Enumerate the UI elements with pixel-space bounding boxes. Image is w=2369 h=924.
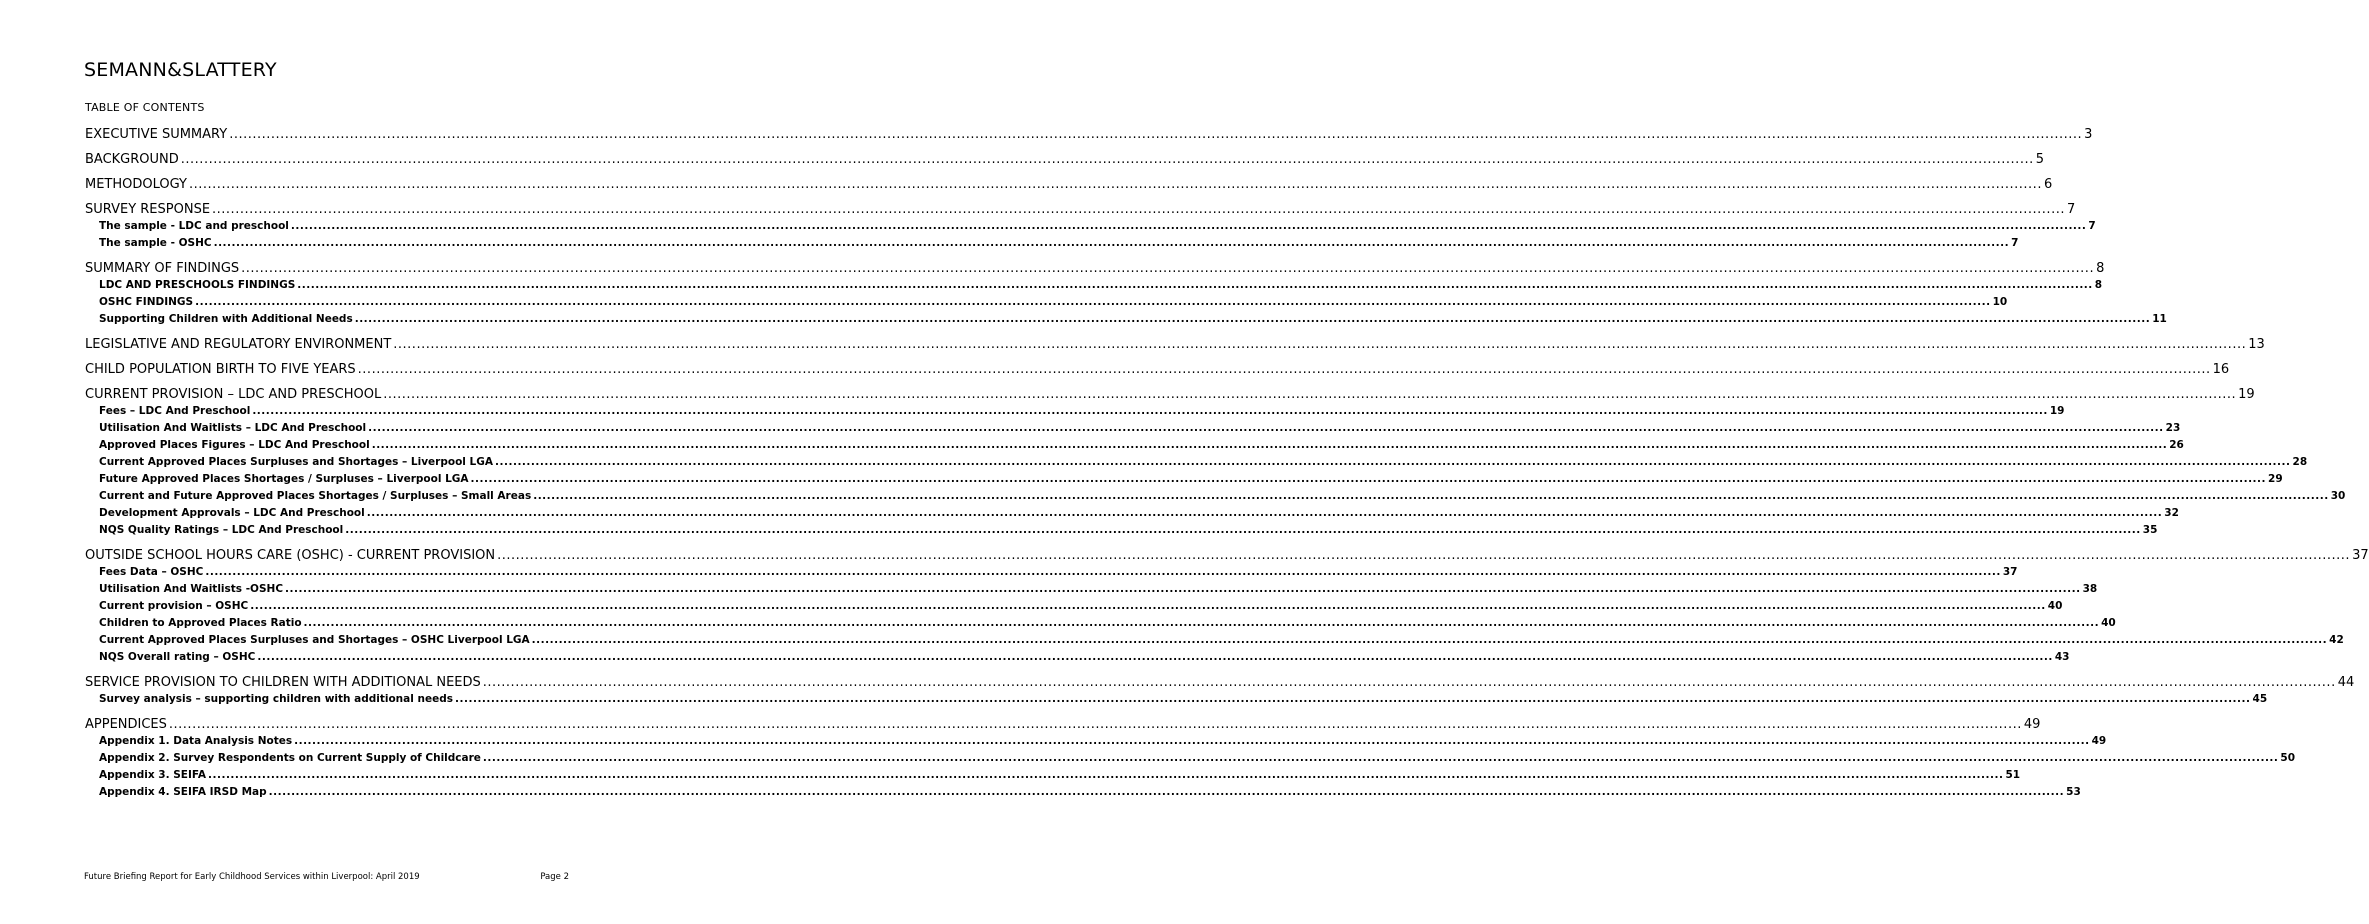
toc-leader-dots: ................................................................................................................................................................................................................................................................................................................................................................................................................ <box>297 279 2093 291</box>
toc-leader-dots: ................................................................................................................................................................................................................................................................................................................................................................................................................ <box>290 220 2087 232</box>
toc-entry-page: 6 <box>2043 177 2053 192</box>
toc-leader-dots: ................................................................................................................................................................................................................................................................................................................................................................................................................ <box>345 524 2141 536</box>
toc-entry[interactable] <box>85 488 2346 505</box>
toc-leader-dots: ................................................................................................................................................................................................................................................................................................................................................................................................................ <box>371 439 2168 451</box>
toc-entry[interactable] <box>85 675 2355 691</box>
toc-entry[interactable] <box>85 420 2181 437</box>
toc-entry-page: 40 <box>2101 617 2116 629</box>
toc-entry-page: 7 <box>2066 202 2076 217</box>
toc-entry-label: Current Approved Places Surpluses and Shortages – OSHC Liverpool LGA <box>99 634 530 646</box>
toc-entry-label: CURRENT PROVISION – LDC AND PRESCHOOL <box>85 387 382 402</box>
toc-entry-page: 7 <box>2088 220 2096 232</box>
toc-leader-dots: ................................................................................................................................................................................................................................................................................................................................................................................................................ <box>168 717 2022 732</box>
toc-entry[interactable] <box>85 362 2230 378</box>
toc-entry[interactable] <box>85 733 2107 750</box>
toc-leader-dots: ................................................................................................................................................................................................................................................................................................................................................................................................................ <box>383 387 2237 402</box>
toc-leader-dots: ................................................................................................................................................................................................................................................................................................................................................................................................................ <box>212 202 2065 217</box>
toc-entry-label: Current and Future Approved Places Shortages / Surpluses – Small Areas <box>99 490 532 502</box>
toc-entry-label: Fees Data – OSHC <box>99 566 204 578</box>
toc-leader-dots: ................................................................................................................................................................................................................................................................................................................................................................................................................ <box>257 651 2053 663</box>
toc-entry-page: 19 <box>2049 405 2065 417</box>
toc-entry[interactable] <box>85 632 2344 649</box>
toc-entry-page: 44 <box>2337 675 2355 690</box>
toc-entry[interactable] <box>85 177 2053 193</box>
toc-leader-dots: ................................................................................................................................................................................................................................................................................................................................................................................................................ <box>357 362 2211 377</box>
toc-leader-dots: ................................................................................................................................................................................................................................................................................................................................................................................................................ <box>268 786 2065 798</box>
toc-entry[interactable] <box>85 387 2255 403</box>
toc-entry-label: Supporting Children with Additional Needs <box>99 313 353 325</box>
footer-report-title: Future Briefing Report for Early Childhood Services within Liverpool: April 2019 <box>84 872 420 882</box>
toc-entry[interactable] <box>85 691 2268 708</box>
toc-entry[interactable] <box>85 581 2098 598</box>
toc-entry-label: Development Approvals – LDC And Preschool <box>99 507 365 519</box>
toc-entry[interactable] <box>85 522 2158 539</box>
toc-entry-page: 16 <box>2212 362 2230 377</box>
toc-entry-page: 50 <box>2280 752 2296 764</box>
toc-entry-page: 45 <box>2252 693 2268 705</box>
toc-entry-page: 28 <box>2292 456 2308 468</box>
toc-entry-page: 40 <box>2047 600 2063 612</box>
toc-entry[interactable] <box>85 615 2116 632</box>
toc-entry-page: 8 <box>2094 279 2103 291</box>
toc-entry-page: 13 <box>2248 337 2265 352</box>
toc-entry-page: 38 <box>2082 583 2098 595</box>
toc-entry-page: 29 <box>2268 473 2283 485</box>
toc-entry-label: Appendix 2. Survey Respondents on Current Supply of Childcare <box>99 752 481 764</box>
toc-entry-page: 26 <box>2169 439 2184 451</box>
toc-entry[interactable] <box>85 784 2081 801</box>
toc-leader-dots: ................................................................................................................................................................................................................................................................................................................................................................................................................ <box>252 405 2048 417</box>
toc-entry-label: Current provision – OSHC <box>99 600 249 612</box>
toc-entry-page: 51 <box>2005 769 2021 781</box>
toc-leader-dots: ................................................................................................................................................................................................................................................................................................................................................................................................................ <box>294 735 2090 747</box>
toc-entry-label: Utilisation And Waitlists -OSHC <box>99 583 284 595</box>
toc-entry-label: Fees – LDC And Preschool <box>99 405 251 417</box>
toc-leader-dots: ................................................................................................................................................................................................................................................................................................................................................................................................................ <box>482 752 2279 764</box>
toc-entry[interactable] <box>85 218 2096 235</box>
toc-leader-dots: ................................................................................................................................................................................................................................................................................................................................................................................................................ <box>531 634 2328 646</box>
toc-entry-label: SERVICE PROVISION TO CHILDREN WITH ADDITIONAL NEEDS <box>85 675 481 690</box>
toc-entry-label: SURVEY RESPONSE <box>85 202 211 217</box>
toc-leader-dots: ................................................................................................................................................................................................................................................................................................................................................................................................................ <box>470 473 2267 485</box>
toc-entry[interactable] <box>85 471 2283 488</box>
toc-entry-page: 35 <box>2142 524 2158 536</box>
toc-entry[interactable] <box>85 235 2019 252</box>
toc-entry-page: 8 <box>2096 261 2105 276</box>
toc-entry[interactable] <box>85 598 2063 615</box>
footer-page-number: Page 2 <box>540 872 569 882</box>
toc-entry-label: CHILD POPULATION BIRTH TO FIVE YEARS <box>85 362 356 377</box>
toc-entry-page: 7 <box>2011 237 2019 249</box>
table-of-contents <box>85 127 2369 801</box>
toc-entry-label: Future Approved Places Shortages / Surpluses – Liverpool LGA <box>99 473 469 485</box>
toc-entry-label: METHODOLOGY <box>85 177 188 192</box>
toc-entry-label: LDC AND PRESCHOOLS FINDINGS <box>99 279 296 291</box>
toc-entry-label: OUTSIDE SCHOOL HOURS CARE (OSHC) - CURRENT PROVISION <box>85 548 496 563</box>
toc-entry-page: 37 <box>2002 566 2018 578</box>
toc-entry-page: 42 <box>2329 634 2344 646</box>
toc-entry-page: 3 <box>2084 127 2093 142</box>
toc-leader-dots: ................................................................................................................................................................................................................................................................................................................................................................................................................ <box>368 422 2164 434</box>
toc-leader-dots: ................................................................................................................................................................................................................................................................................................................................................................................................................ <box>497 548 2351 563</box>
toc-entry[interactable] <box>85 337 2265 353</box>
toc-leader-dots: ................................................................................................................................................................................................................................................................................................................................................................................................................ <box>250 600 2046 612</box>
company-logo: SEMANN&SLATTERY <box>84 59 277 81</box>
toc-entry-page: 49 <box>2023 717 2041 732</box>
toc-leader-dots: ................................................................................................................................................................................................................................................................................................................................................................................................................ <box>241 261 2095 276</box>
toc-leader-dots: ................................................................................................................................................................................................................................................................................................................................................................................................................ <box>482 675 2336 690</box>
toc-entry[interactable] <box>85 202 2076 218</box>
toc-leader-dots: ................................................................................................................................................................................................................................................................................................................................................................................................................ <box>207 769 2004 781</box>
toc-leader-dots: ................................................................................................................................................................................................................................................................................................................................................................................................................ <box>495 456 2291 468</box>
toc-entry-label: Utilisation And Waitlists – LDC And Preschool <box>99 422 367 434</box>
toc-entry-label: Current Approved Places Surpluses and Shortages – Liverpool LGA <box>99 456 493 468</box>
toc-entry-label: The sample - OSHC <box>99 237 212 249</box>
toc-leader-dots: ................................................................................................................................................................................................................................................................................................................................................................................................................ <box>189 177 2042 192</box>
toc-entry[interactable] <box>85 649 2070 666</box>
toc-entry[interactable] <box>85 294 2008 311</box>
toc-entry[interactable] <box>85 767 2021 784</box>
toc-entry[interactable] <box>85 311 2167 328</box>
toc-entry[interactable] <box>85 505 2179 522</box>
toc-entry-label: Appendix 4. SEIFA IRSD Map <box>99 786 267 798</box>
toc-entry-page: 30 <box>2330 490 2346 502</box>
toc-entry-label: The sample - LDC and preschool <box>99 220 289 232</box>
toc-leader-dots: ................................................................................................................................................................................................................................................................................................................................................................................................................ <box>354 313 2151 325</box>
toc-entry[interactable] <box>85 261 2105 277</box>
toc-entry-page: 11 <box>2152 313 2167 325</box>
toc-leader-dots: ................................................................................................................................................................................................................................................................................................................................................................................................................ <box>213 237 2010 249</box>
toc-leader-dots: ................................................................................................................................................................................................................................................................................................................................................................................................................ <box>229 127 2083 142</box>
toc-entry-page: 19 <box>2238 387 2255 402</box>
toc-entry-page: 53 <box>2066 786 2081 798</box>
toc-entry-page: 5 <box>2035 152 2044 167</box>
toc-entry[interactable] <box>85 717 2041 733</box>
toc-leader-dots: ................................................................................................................................................................................................................................................................................................................................................................................................................ <box>366 507 2163 519</box>
toc-leader-dots: ................................................................................................................................................................................................................................................................................................................................................................................................................ <box>393 337 2247 352</box>
toc-leader-dots: ................................................................................................................................................................................................................................................................................................................................................................................................................ <box>533 490 2329 502</box>
toc-entry-page: 23 <box>2165 422 2181 434</box>
toc-entry[interactable] <box>85 750 2296 767</box>
toc-entry[interactable] <box>85 127 2093 143</box>
toc-entry-label: NQS Quality Ratings – LDC And Preschool <box>99 524 344 536</box>
toc-entry[interactable] <box>85 548 2369 564</box>
toc-entry[interactable] <box>85 152 2044 168</box>
toc-entry-label: Appendix 1. Data Analysis Notes <box>99 735 293 747</box>
toc-leader-dots: ................................................................................................................................................................................................................................................................................................................................................................................................................ <box>455 693 2251 705</box>
toc-entry-label: Appendix 3. SEIFA <box>99 769 206 781</box>
toc-entry[interactable] <box>85 403 2065 420</box>
toc-entry-label: SUMMARY OF FINDINGS <box>85 261 240 276</box>
toc-entry-label: NQS Overall rating – OSHC <box>99 651 256 663</box>
toc-entry-label: APPENDICES <box>85 717 167 732</box>
toc-leader-dots: ................................................................................................................................................................................................................................................................................................................................................................................................................ <box>285 583 2081 595</box>
toc-entry-page: 49 <box>2091 735 2107 747</box>
toc-entry-label: BACKGROUND <box>85 152 179 167</box>
toc-entry-label: EXECUTIVE SUMMARY <box>85 127 228 142</box>
toc-entry[interactable] <box>85 277 2103 294</box>
toc-entry[interactable] <box>85 454 2308 471</box>
toc-entry-page: 32 <box>2164 507 2179 519</box>
toc-entry-page: 43 <box>2054 651 2070 663</box>
toc-entry-label: Approved Places Figures – LDC And Preschool <box>99 439 370 451</box>
toc-leader-dots: ................................................................................................................................................................................................................................................................................................................................................................................................................ <box>205 566 2001 578</box>
toc-entry-page: 10 <box>1992 296 2008 308</box>
toc-entry-page: 37 <box>2352 548 2369 563</box>
toc-leader-dots: ................................................................................................................................................................................................................................................................................................................................................................................................................ <box>180 152 2034 167</box>
toc-entry[interactable] <box>85 437 2184 454</box>
toc-heading: TABLE OF CONTENTS <box>85 101 205 114</box>
toc-entry-label: OSHC FINDINGS <box>99 296 194 308</box>
toc-entry-label: LEGISLATIVE AND REGULATORY ENVIRONMENT <box>85 337 392 352</box>
toc-leader-dots: ................................................................................................................................................................................................................................................................................................................................................................................................................ <box>195 296 1991 308</box>
toc-leader-dots: ................................................................................................................................................................................................................................................................................................................................................................................................................ <box>303 617 2100 629</box>
toc-entry-label: Children to Approved Places Ratio <box>99 617 302 629</box>
toc-entry[interactable] <box>85 564 2018 581</box>
toc-entry-label: Survey analysis – supporting children with additional needs <box>99 693 453 705</box>
